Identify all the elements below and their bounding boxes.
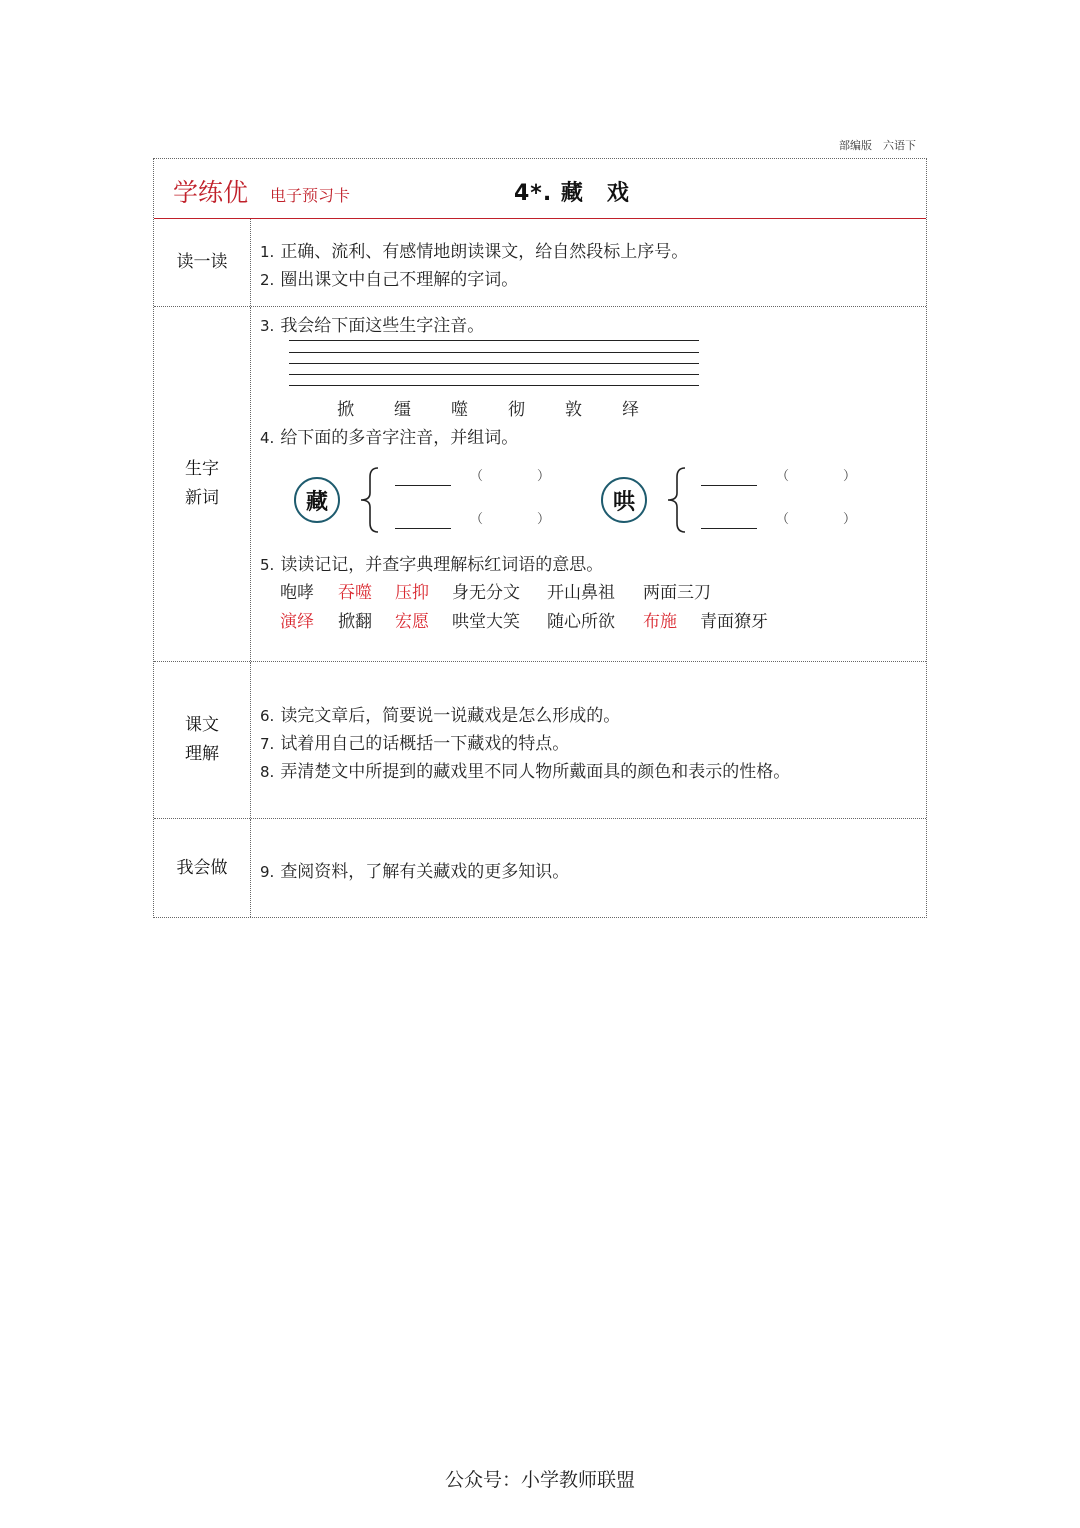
vocab-word-highlight: 吞噬: [338, 583, 372, 603]
card-header: [154, 159, 926, 219]
brand-title: 学练优: [173, 178, 249, 207]
vocab-word-highlight: 宏愿: [395, 612, 429, 632]
brace-icon: [358, 467, 384, 533]
footer-account: 公众号：小学教师联盟: [444, 1469, 635, 1491]
pinyin-paren-open: （: [470, 512, 484, 527]
pinyin-paren-close: ）: [843, 469, 857, 484]
vocab-word: 随心所欲: [547, 612, 615, 632]
question-5: 5. 读读记记，并查字典理解标红词语的意思。: [260, 555, 604, 575]
question-8: 8. 弄清楚文中所提到的藏戏里不同人物所戴面具的颜色和表示的性格。: [260, 762, 791, 782]
row-read: [154, 219, 926, 307]
lesson-title: 4*. 藏 戏: [514, 181, 630, 206]
answer-blank: [701, 528, 757, 529]
question-4: 4. 给下面的多音字注音，并组词。: [260, 428, 519, 448]
pinyin-paren-close: ）: [537, 469, 551, 484]
pinyin-char: 彻: [508, 400, 525, 420]
row-label-vocab: 生字 新词: [154, 307, 251, 661]
vocab-word: 掀翻: [338, 612, 372, 632]
vocab-word: 身无分文: [452, 583, 520, 603]
vocab-word: 开山鼻祖: [547, 583, 615, 603]
question-1: 1. 正确、流利、有感情地朗读课文，给自然段标上序号。: [260, 242, 689, 262]
pinyin-char: 敦: [565, 400, 582, 420]
pinyin-char: 缰: [394, 400, 411, 420]
row-understand: [154, 662, 926, 819]
answer-blank: [395, 485, 451, 486]
polyphone-char-circle: 哄: [601, 477, 647, 523]
answer-blank: [701, 485, 757, 486]
brace-icon: [665, 467, 691, 533]
row-label-do: 我会做: [154, 819, 251, 917]
preview-card: [153, 158, 927, 918]
question-3: 3. 我会给下面这些生字注音。: [260, 316, 485, 336]
vocab-word: 咆哮: [280, 583, 314, 603]
vocab-word: 青面獠牙: [700, 612, 768, 632]
pinyin-line: [289, 340, 699, 341]
pinyin-line: [289, 385, 699, 386]
pinyin-char: 掀: [337, 400, 354, 420]
pinyin-line: [289, 363, 699, 364]
row-do: [154, 819, 926, 917]
row-vocab: [154, 307, 926, 662]
vocab-word: 哄堂大笑: [452, 612, 520, 632]
pinyin-char: 噬: [451, 400, 468, 420]
pinyin-paren-close: ）: [843, 512, 857, 527]
pinyin-char: 绎: [622, 400, 639, 420]
question-2: 2. 圈出课文中自己不理解的字词。: [260, 270, 519, 290]
pinyin-paren-close: ）: [537, 512, 551, 527]
question-7: 7. 试着用自己的话概括一下藏戏的特点。: [260, 734, 570, 754]
brand-subtitle: 电子预习卡: [270, 186, 351, 205]
polyphone-char-circle: 藏: [294, 477, 340, 523]
vocab-word: 两面三刀: [643, 583, 711, 603]
pinyin-paren-open: （: [470, 469, 484, 484]
pinyin-paren-open: （: [776, 512, 790, 527]
edition-label: 部编版 六语下: [839, 139, 916, 152]
vocab-word-highlight: 演绎: [280, 612, 314, 632]
row-label-read: 读一读: [154, 219, 251, 306]
answer-blank: [395, 528, 451, 529]
pinyin-paren-open: （: [776, 469, 790, 484]
pinyin-line: [289, 374, 699, 375]
vocab-word-highlight: 压抑: [395, 583, 429, 603]
vocab-word-highlight: 布施: [643, 612, 677, 632]
row-label-understand: 课文 理解: [154, 662, 251, 818]
question-6: 6. 读完文章后，简要说一说藏戏是怎么形成的。: [260, 706, 621, 726]
pinyin-line: [289, 352, 699, 353]
question-9: 9. 查阅资料，了解有关藏戏的更多知识。: [260, 862, 570, 882]
